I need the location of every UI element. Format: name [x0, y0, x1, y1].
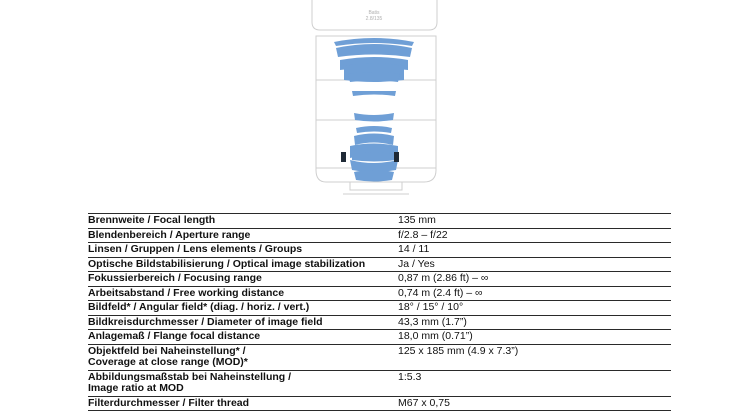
spec-label	[88, 396, 398, 411]
spec-value-line: 14 / 11	[398, 243, 430, 255]
spec-value	[398, 286, 671, 301]
spec-label-line: Brennweite / Focal length	[88, 214, 216, 226]
spec-value-line: 18,0 mm (0.71”)	[398, 330, 473, 342]
spec-value-line: 125 x 185 mm (4.9 x 7.3”)	[398, 344, 519, 357]
spec-row	[88, 344, 671, 370]
specifications-table	[88, 213, 671, 411]
spec-value	[398, 272, 671, 287]
spec-row	[88, 301, 671, 316]
spec-label	[88, 330, 398, 345]
lens-element-11	[352, 152, 396, 162]
lens-name-engraving: Batis	[368, 10, 380, 16]
spec-label	[88, 257, 398, 272]
spec-row	[88, 257, 671, 272]
spec-row	[88, 272, 671, 287]
spec-value-line: 0,87 m (2.86 ft) – ∞	[398, 272, 489, 284]
spec-row	[88, 330, 671, 345]
lens-element-8	[356, 126, 392, 133]
spec-value-line: Ja / Yes	[398, 257, 435, 270]
lens-element-7	[354, 113, 394, 122]
spec-label-line: Bildfeld* / Angular field* (diag. / horiz. / vert.)	[88, 301, 310, 313]
spec-value	[398, 396, 671, 411]
lens-element-9	[354, 134, 394, 146]
spec-value-line: 0,74 m (2.4 ft) – ∞	[398, 286, 483, 299]
spec-value	[398, 370, 671, 396]
spec-label-line: Image ratio at MOD	[88, 382, 184, 394]
spec-label	[88, 286, 398, 301]
spec-label-line: Bildkreisdurchmesser / Diameter of image field	[88, 315, 323, 328]
spec-label-line: Abbildungsmaßstab bei Naheinstellung /	[88, 370, 292, 383]
spec-row	[88, 243, 671, 258]
spec-row	[88, 286, 671, 301]
lens-cross-section-diagram	[0, 0, 746, 205]
spec-value-line: 18° / 15° / 10°	[398, 301, 464, 313]
spec-label	[88, 243, 398, 258]
spec-label	[88, 370, 398, 396]
spec-row	[88, 315, 671, 330]
spec-value-line: 135 mm	[398, 214, 436, 226]
spec-label	[88, 344, 398, 370]
spec-label-line: Linsen / Gruppen / Lens elements / Groups	[88, 243, 303, 255]
spec-value	[398, 344, 671, 370]
lens-element-2	[336, 44, 412, 57]
spec-label-line: Coverage at close range (MOD)*	[88, 356, 248, 368]
lens-spec-engraving: 2.8/135	[365, 16, 383, 22]
spec-value-line: 1:5.3	[398, 370, 422, 383]
spec-value	[398, 315, 671, 330]
spec-label	[88, 301, 398, 316]
lens-stop-right	[394, 152, 399, 162]
spec-value-line: M67 x 0,75	[398, 396, 450, 409]
spec-value	[398, 257, 671, 272]
spec-label-line: Fokussierbereich / Focusing range	[88, 272, 262, 284]
spec-label-line: Optische Bildstabilisierung / Optical image stabilization	[88, 257, 366, 270]
lens-element-6	[352, 91, 396, 96]
spec-label	[88, 315, 398, 330]
spec-value	[398, 243, 671, 258]
spec-label-line: Anlagemaß / Flange focal distance	[88, 330, 261, 342]
lens-stop-left	[341, 152, 346, 162]
spec-label-line: Blendenbereich / Aperture range	[88, 228, 251, 241]
spec-row	[88, 396, 671, 411]
spec-label-line: Objektfeld bei Naheinstellung* /	[88, 344, 246, 357]
spec-label-line: Filterdurchmesser / Filter thread	[88, 396, 250, 409]
spec-row	[88, 228, 671, 243]
spec-row	[88, 214, 671, 229]
spec-value	[398, 330, 671, 345]
lens-element-5	[348, 72, 400, 82]
spec-label	[88, 214, 398, 229]
spec-value	[398, 301, 671, 316]
spec-label	[88, 228, 398, 243]
spec-label	[88, 272, 398, 287]
lens-mount-outline	[350, 182, 402, 190]
spec-value	[398, 214, 671, 229]
lens-element-13	[354, 170, 394, 182]
spec-label-line: Arbeitsabstand / Free working distance	[88, 286, 285, 299]
spec-row	[88, 370, 671, 396]
spec-value-line: 43,3 mm (1.7”)	[398, 315, 467, 328]
spec-value-line: f/2.8 – f/22	[398, 228, 448, 241]
spec-value	[398, 228, 671, 243]
